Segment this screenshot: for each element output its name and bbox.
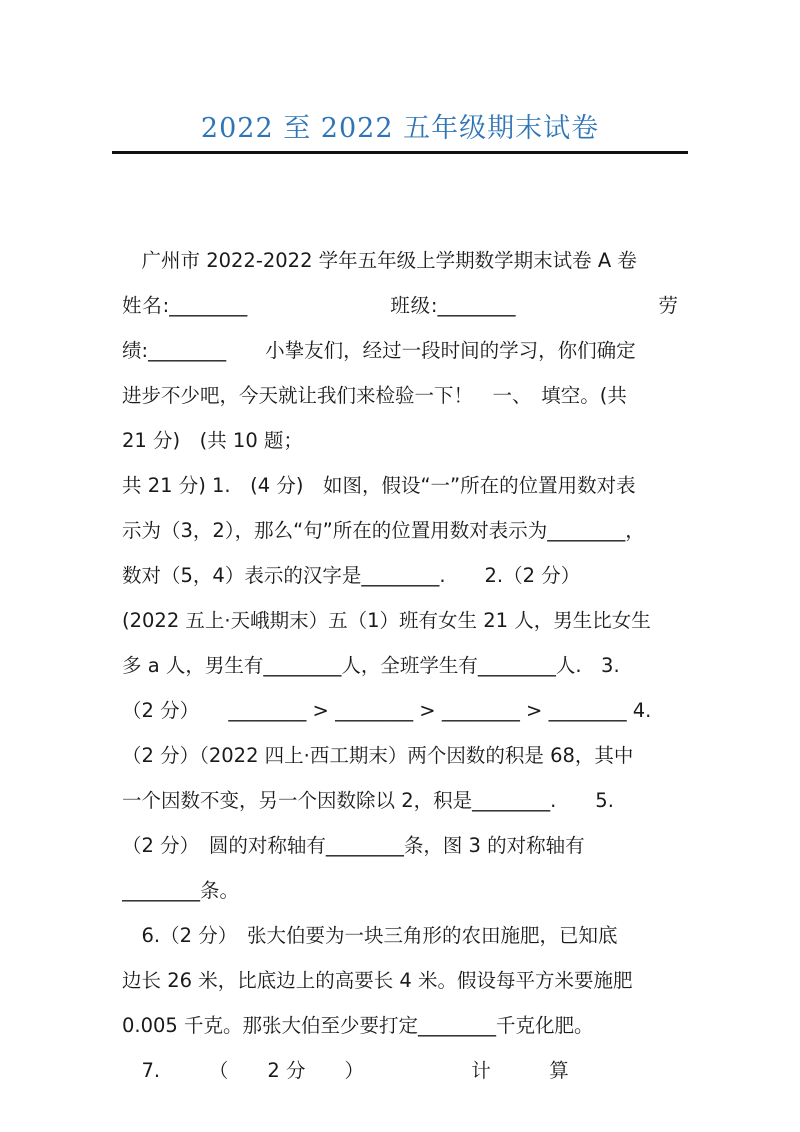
text-line-q6-b: 边长 26 米，比底边上的高要长 4 米。假设每平方米要施肥 [122, 969, 633, 992]
text-line-name: 姓名:________ 班级:________ 劳 [122, 294, 678, 317]
text-line-q5-b: ________条。 [122, 879, 240, 902]
text-line-q1: 共 21 分) 1. (4 分) 如图，假设“一”所在的位置用数对表 [122, 474, 636, 497]
text-line-section: 21 分) (共 10 题； [122, 429, 303, 452]
title-divider [112, 151, 688, 154]
text-line-q4-b: 一个因数不变，另一个因数除以 2，积是________. 5. [122, 789, 614, 812]
text-line-intro-2: 进步不少吧，今天就让我们来检验一下！ 一、 填空。(共 [122, 384, 627, 407]
text-line-q7: 7. （ 2 分 ） 计 算 [122, 1059, 569, 1082]
text-line-intro: 绩:________ 小挚友们，经过一段时间的学习，你们确定 [122, 339, 636, 362]
text-line-q1-b: 示为（3，2），那么“句”所在的位置用数对表示为________， [122, 519, 645, 542]
text-line-q6-c: 0.005 千克。那张大伯至少要打定________千克化肥。 [122, 1014, 594, 1037]
text-line-q1-c: 数对（5，4）表示的汉字是________. 2.（2 分） [122, 564, 581, 587]
exam-body [122, 238, 678, 1093]
page-title: 2022 至 2022 五年级期末试卷 [200, 113, 600, 144]
text-line-q2: (2022 五上·天峨期末）五（1）班有女生 21 人，男生比女生 [122, 609, 651, 632]
text-line-q4: （2 分）（2022 四上·西工期末）两个因数的积是 68，其中 [122, 744, 634, 767]
text-line-q5: （2 分） 圆的对称轴有________条，图 3 的对称轴有 [122, 834, 585, 857]
text-line-q3: （2 分） ________ > ________ > ________ > ________ 4. [122, 699, 652, 722]
text-line-q2-b: 多 a 人，男生有________人，全班学生有________人. 3. [122, 654, 620, 677]
text-line-header: 广州市 2022-2022 学年五年级上学期数学期末试卷 A 卷 [122, 249, 637, 272]
text-line-q6: 6.（2 分） 张大伯要为一块三角形的农田施肥，已知底 [122, 924, 618, 947]
